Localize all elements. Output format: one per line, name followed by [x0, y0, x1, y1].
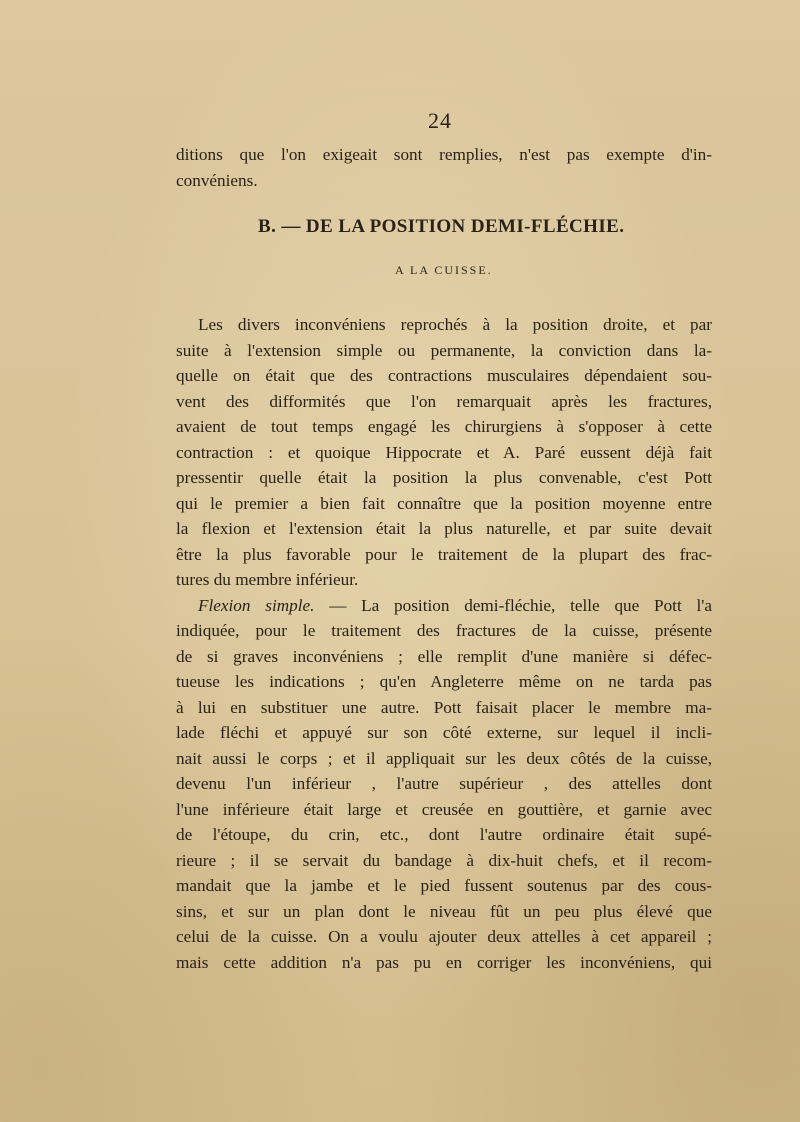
text-line: être la plus favorable pour le traitement de la plupart des frac- [176, 544, 712, 564]
text-line: avaient de tout temps engagé les chirurgiens à s'opposer à cette [176, 417, 712, 436]
text-line: quelle on était que des contractions musculaires dépendaient sou- [176, 366, 712, 385]
paragraph-1 [176, 312, 712, 593]
text-line: nait aussi le corps ; et il appliquait sur les deux côtés de la cuisse, [176, 748, 712, 768]
section-subtitle: A LA CUISSE. [395, 263, 493, 277]
italic-lead: Flexion simple. [198, 595, 315, 615]
text-line: indiquée, pour le traitement des fractures de la cuisse, présente [176, 621, 712, 640]
text-line: devenu l'un inférieur , l'autre supérieur , des attelles dont [176, 774, 712, 793]
text-line: sins, et sur un plan dont le niveau fût un peu plus élevé que [176, 901, 712, 921]
text-fragment: — La position demi-fléchie, telle que Pott l'a [314, 595, 712, 615]
text-line: tures du membre inférieur. [176, 570, 359, 589]
page-number: 24 [428, 108, 452, 133]
text-line: lade fléchi et appuyé sur son côté externe, sur lequel il incli- [176, 723, 712, 742]
text-line: tueuse les indications ; qu'en Angleterre même on ne tarda pas [176, 672, 712, 691]
text-line: l'une inférieure était large et creusée en gouttière, et garnie avec [176, 799, 712, 819]
text-line: la flexion et l'extension était la plus naturelle, et par suite devait [176, 519, 712, 538]
text-line: celui de la cuisse. On a voulu ajouter deux attelles à cet appareil ; [176, 927, 712, 946]
section-title: B. — DE LA POSITION DEMI-FLÉCHIE. [258, 216, 625, 237]
text-line: qui le premier a bien fait connaître que la position moyenne entre [176, 493, 712, 513]
paragraph-2 [176, 593, 712, 976]
intro-paragraph [176, 142, 712, 193]
text-line: vent des difformités que l'on remarquait après les fractures, [176, 391, 712, 411]
text-line: pressentir quelle était la position la plus convenable, c'est Pott [176, 468, 712, 487]
text-line [176, 593, 712, 619]
text-line: rieure ; il se servait du bandage à dix-huit chefs, et il recom- [176, 850, 712, 870]
text-line: suite à l'extension simple ou permanente, la conviction dans la- [176, 340, 712, 360]
text-line: mandait que la jambe et le pied fussent soutenus par des cous- [176, 876, 712, 895]
text-line: Les divers inconvéniens reprochés à la position droite, et par [198, 315, 712, 334]
text-line: mais cette addition n'a pas pu en corriger les inconvéniens, qui [176, 952, 712, 972]
text-line: contraction : et quoique Hippocrate et A. Paré eussent déjà fait [176, 442, 712, 462]
body-text [176, 312, 712, 975]
text-line: à lui en substituer une autre. Pott faisait placer le membre ma- [176, 697, 712, 717]
text-line: de si graves inconvéniens ; elle remplit d'une manière si défec- [176, 646, 712, 666]
text-line: ditions que l'on exigeait sont remplies, n'est pas exempte d'in- [176, 145, 712, 164]
text-line: de l'étoupe, du crin, etc., dont l'autre ordinaire était supé- [176, 825, 712, 844]
text-line: convéniens. [176, 170, 258, 190]
